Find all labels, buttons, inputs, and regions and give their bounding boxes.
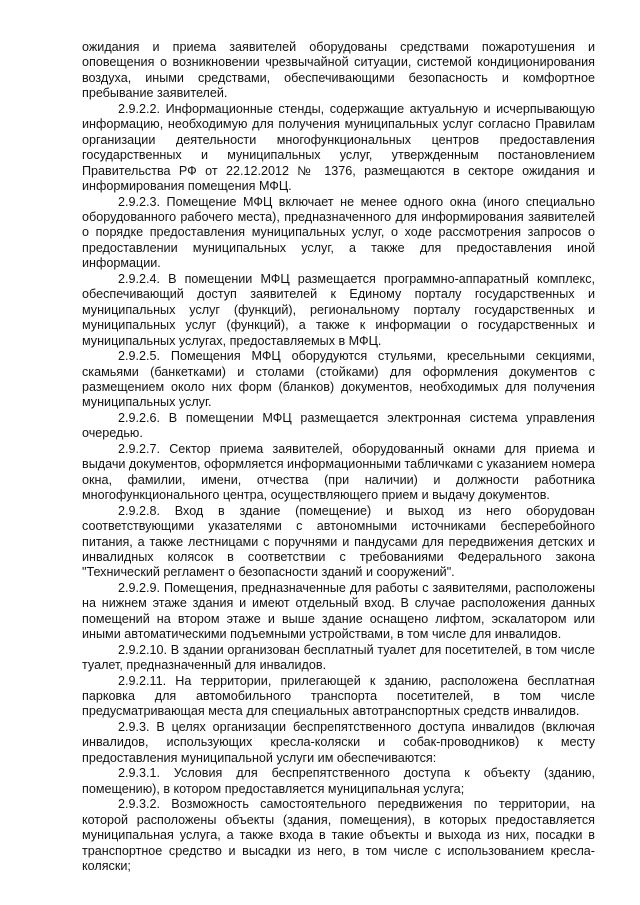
paragraph-continuation: ожидания и приема заявителей оборудованы средствами пожаротушения и оповещения о возникновении чрезвычайной ситуации, системой кондиционирования воздуха, иными средствами, обеспечивающими безопасность и комфортное пребывание заявителей. bbox=[82, 40, 595, 101]
paragraph-2-9-3: 2.9.3. В целях организации беспрепятственного доступа инвалидов (включая инвалидов, использующих кресла-коляски и собак-проводников) к месту предоставления муниципальной услуги им обеспечиваются: bbox=[82, 719, 595, 765]
paragraph-2-9-2-8: 2.9.2.8. Вход в здание (помещение) и выход из него оборудован соответствующими указателями с автономными источниками бесперебойного питания, а также лестницами с поручнями и пандусами для передвижения детских и инвалидных колясок в соответствии с требованиями Федерального закона "Технический регламент о безопасности зданий и сооружений". bbox=[82, 503, 595, 580]
paragraph-2-9-3-2: 2.9.3.2. Возможность самостоятельного передвижения по территории, на которой расположены объекты (здания, помещения), в которых предоставляется муниципальная услуга, а также входа в такие объекты и выхода из них, посадки в транспортное средство и высадки из него, в том числе с использованием кресла-коляски; bbox=[82, 797, 595, 874]
paragraph-2-9-2-2: 2.9.2.2. Информационные стенды, содержащие актуальную и исчерпывающую информацию, необходимую для получения муниципальных услуг согласно Правилам организации деятельности многофункциональных центров предоставления государственных и муниципальных услуг, утвержденным постановлением Правительства РФ от 22.12.2012 № 1376, размещаются в секторе ожидания и информирования помещения МФЦ. bbox=[82, 101, 595, 194]
paragraph-2-9-2-4: 2.9.2.4. В помещении МФЦ размещается программно-аппаратный комплекс, обеспечивающий доступ заявителей к Единому порталу государственных и муниципальных услуг (функций), региональному порталу государственных и муниципальных услуг (функций), а также к информации о государственных и муниципальных услугах, предоставляемых в МФЦ. bbox=[82, 271, 595, 348]
paragraph-2-9-3-1: 2.9.3.1. Условия для беспрепятственного доступа к объекту (зданию, помещению), в котором предоставляется муниципальная услуга; bbox=[82, 766, 595, 796]
paragraph-2-9-2-6: 2.9.2.6. В помещении МФЦ размещается электронная система управления очередью. bbox=[82, 410, 595, 441]
paragraph-2-9-2-7: 2.9.2.7. Сектор приема заявителей, оборудованный окнами для приема и выдачи документов, оформляется информационными табличками с указанием номера окна, фамилии, имени, отчества (при наличии) и должности работника многофункционального центра, осуществляющего прием и выдачу документов. bbox=[82, 441, 595, 503]
paragraph-2-9-2-3: 2.9.2.3. Помещение МФЦ включает не менее одного окна (иного специально оборудованного рабочего места), предназначенного для информирования заявителей о порядке предоставления муниципальных услуг, о ходе рассмотрения запросов о предоставлении муниципальных услуг, а также для предоставления иной информации. bbox=[82, 194, 595, 271]
paragraph-2-9-2-9: 2.9.2.9. Помещения, предназначенные для работы с заявителями, расположены на нижнем этаже здания и имеют отдельный вход. В случае расположения данных помещений на втором этаже и выше здание оснащено лифтом, эскалатором или иными автоматическими подъемными устройствами, в том числе для инвалидов. bbox=[82, 580, 595, 642]
paragraph-2-9-2-11: 2.9.2.11. На территории, прилегающей к зданию, расположена бесплатная парковка для автомобильного транспорта посетителей, в том числе предусматривающая места для специальных автотранспортных средств инвалидов. bbox=[82, 673, 595, 719]
paragraph-2-9-2-10: 2.9.2.10. В здании организован бесплатный туалет для посетителей, в том числе туалет, предназначенный для инвалидов. bbox=[82, 642, 595, 673]
document-page bbox=[82, 40, 595, 874]
paragraph-2-9-2-5: 2.9.2.5. Помещения МФЦ оборудуются стульями, кресельными секциями, скамьями (банкетками) и столами (стойками) для оформления документов с размещением около них форм (бланков) документов, необходимых для получения муниципальных услуг. bbox=[82, 349, 595, 410]
